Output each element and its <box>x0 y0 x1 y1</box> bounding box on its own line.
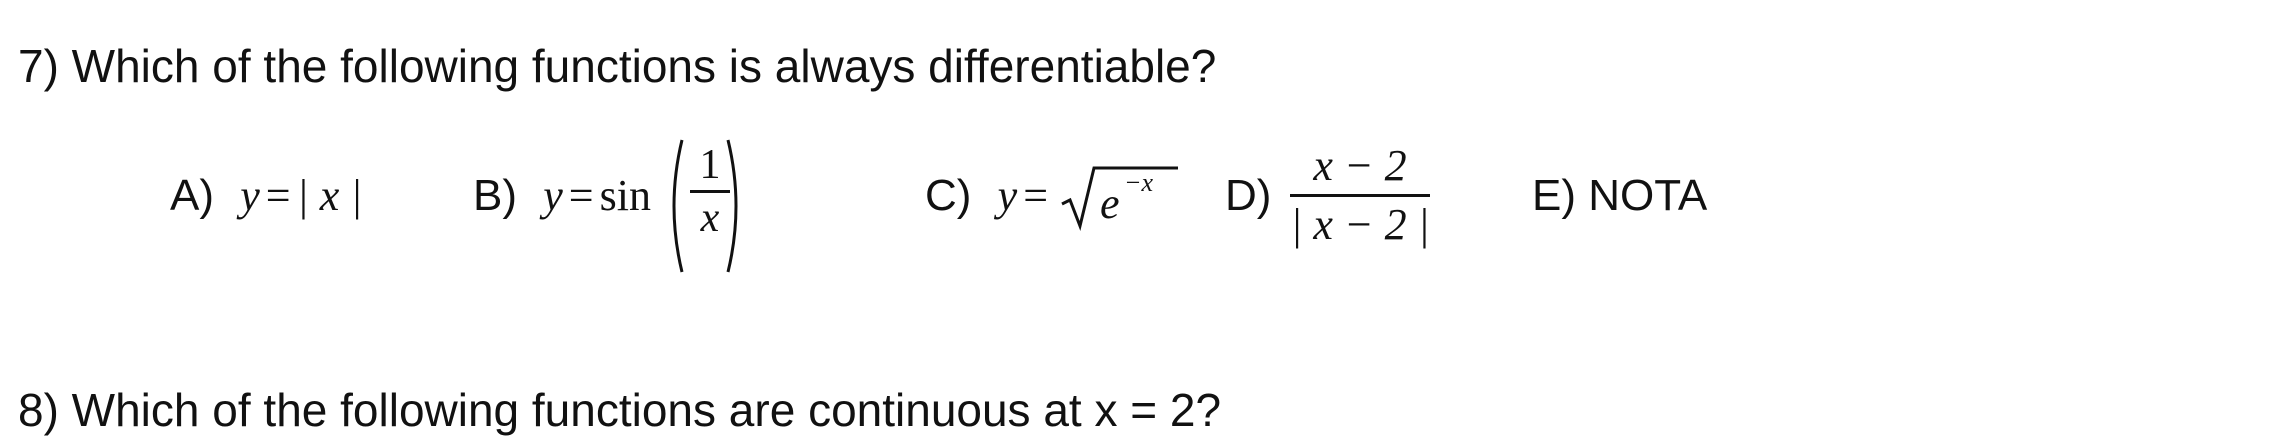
choice-d-fraction <box>1290 140 1430 251</box>
choice-c-y: y <box>997 171 1018 220</box>
question-7-text: 7) Which of the following functions is always differentiable? <box>18 40 1217 92</box>
choice-a-label: A) <box>170 171 214 220</box>
choice-b-numerator: 1 <box>699 142 721 188</box>
choice-b-label: B) <box>473 171 517 220</box>
choice-c-lhs <box>925 170 1054 222</box>
choice-b-y: y <box>543 171 563 220</box>
choice-e-label: E) NOTA <box>1532 171 1708 220</box>
choice-a-expression: | x | <box>296 171 363 220</box>
choice-b-equals: = <box>568 171 594 220</box>
choice-b-function: sin <box>599 171 651 220</box>
choice-a-y: y <box>240 171 260 220</box>
choice-c-label: C) <box>925 171 972 220</box>
choice-d-numerator: x − 2 <box>1313 141 1407 190</box>
question-8-prompt <box>18 380 1221 440</box>
choice-b-denominator: x <box>700 195 720 241</box>
choice-d-label: D) <box>1225 171 1272 220</box>
choice-c-equals: = <box>1023 171 1049 220</box>
choice-b-fraction <box>690 140 730 243</box>
question-8-text: 8) Which of the following functions are continuous at x = 2? <box>18 384 1222 436</box>
choice-c-radical-sign <box>1060 162 1180 232</box>
choice-b-lhs <box>473 170 651 222</box>
choice-c-base: e <box>1100 179 1120 228</box>
choice-d-denominator: | x − 2 | <box>1290 200 1430 249</box>
choice-d-fraction-bar <box>1290 194 1430 197</box>
choice-e[interactable] <box>1532 170 1707 222</box>
choice-a[interactable] <box>170 170 362 222</box>
question-7-prompt <box>18 36 1216 96</box>
choice-d-lhs <box>1225 170 1271 222</box>
choice-a-equals: = <box>265 171 291 220</box>
choice-c-exponent: −x <box>1124 168 1154 197</box>
